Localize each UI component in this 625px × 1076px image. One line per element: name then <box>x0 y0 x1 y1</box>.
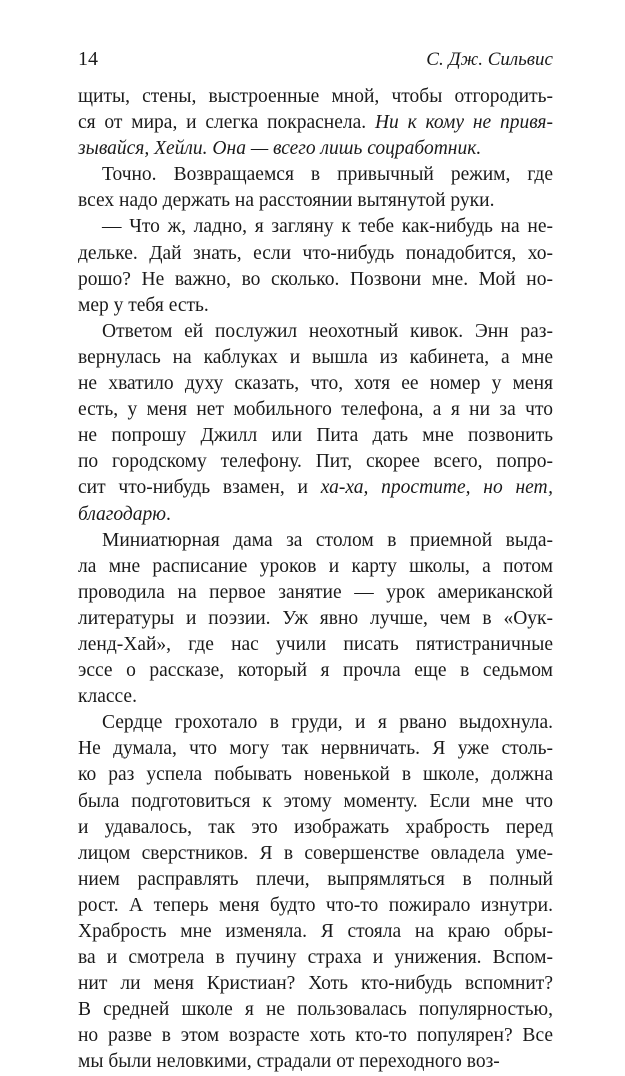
italic-text: зывайся, Хейли. Она — всего лишь соцработник. <box>78 138 482 160</box>
text-line <box>78 997 553 1023</box>
text-segment: не попрошу Джилл или Пита дать мне позвонить <box>78 425 553 447</box>
text-segment: Сердце грохотало в груди, и я рвано выдохнула. <box>102 712 553 734</box>
text-segment: Миниатюрная дама за столом в приемной выда- <box>102 529 553 551</box>
text-line <box>78 423 553 449</box>
text-segment: проводила на первое занятие — урок американской <box>78 581 553 603</box>
text-line <box>78 1023 553 1049</box>
text-segment: по городскому телефону. Пит, скорее всего, попро- <box>78 451 553 473</box>
text-line <box>78 241 553 267</box>
text-line <box>78 815 553 841</box>
page-header <box>78 48 553 78</box>
text-line <box>78 188 553 214</box>
text-segment: есть, у меня нет мобильного телефона, а я ни за что <box>78 399 553 421</box>
text-line <box>78 214 553 240</box>
text-line <box>78 919 553 945</box>
text-line <box>78 789 553 815</box>
text-line <box>78 554 553 580</box>
italic-text: Ни к кому не привя- <box>374 112 553 134</box>
text-segment: сит что-нибудь взамен, и <box>78 477 321 499</box>
text-segment: ко раз успела побывать новенькой в школе, должна <box>78 764 553 786</box>
text-line <box>78 893 553 919</box>
text-line <box>78 710 553 736</box>
italic-text: благодарю <box>78 503 167 525</box>
text-segment: В средней школе я не пользовалась популярностью, <box>78 999 553 1021</box>
text-line <box>78 971 553 997</box>
text-line <box>78 293 553 319</box>
text-segment: лицом сверстников. Я в совершенстве овладела уме- <box>78 842 553 864</box>
text-segment: вернулась на каблуках и вышла из кабинета, а мне <box>78 346 553 368</box>
text-line <box>78 110 553 136</box>
text-segment: всех надо держать на расстоянии вытянутой руки. <box>78 190 495 212</box>
text-segment: эссе о рассказе, который я прочла еще в седьмом <box>78 660 553 682</box>
text-line <box>78 736 553 762</box>
text-segment: рошо? Не важно, во сколько. Позвони мне. Мой но- <box>78 268 553 290</box>
text-segment: Точно. Возвращаемся в привычный режим, где <box>102 164 553 186</box>
text-line <box>78 1049 553 1075</box>
text-line <box>78 632 553 658</box>
page-number: 14 <box>78 48 98 70</box>
text-segment: ва и смотрела в пучину страха и унижения. Вспом- <box>78 947 553 969</box>
text-segment: но разве в этом возрасте хоть кто-то популярен? Все <box>78 1025 553 1047</box>
text-segment: щиты, стены, выстроенные мной, чтобы отгородить- <box>78 86 553 107</box>
text-segment: литературы и поэзии. Уж явно лучше, чем в «Оук- <box>78 607 553 629</box>
text-line <box>78 945 553 971</box>
text-segment: нием расправлять плечи, выпрямляться в полный <box>78 868 553 890</box>
book-page <box>78 48 553 1076</box>
text-line <box>78 449 553 475</box>
text-line <box>78 397 553 423</box>
text-segment: рост. А теперь меня будто что-то пожирало изнутри. <box>78 894 553 916</box>
text-segment: дельке. Дай знать, если что-нибудь понадобится, хо- <box>78 242 553 264</box>
text-segment: не хватило духу сказать, что, хотя ее номер у меня <box>78 373 553 395</box>
text-line <box>78 867 553 893</box>
text-line <box>78 267 553 293</box>
text-line <box>78 475 553 501</box>
text-segment: — Что ж, ладно, я загляну к тебе как-нибудь на не- <box>102 216 553 238</box>
text-segment: Ответом ей послужил неохотный кивок. Энн раз- <box>102 320 553 342</box>
text-segment: мер у тебя есть. <box>78 294 209 316</box>
text-segment: ленд-Хай», где нас учили писать пятистраничные <box>78 633 553 655</box>
text-line <box>78 162 553 188</box>
text-line <box>78 606 553 632</box>
text-segment: ла мне расписание уроков и карту школы, а потом <box>78 555 553 577</box>
text-segment: нит ли меня Кристиан? Хоть кто-нибудь вспомнит? <box>78 973 553 995</box>
body-text <box>78 84 553 1076</box>
text-line <box>78 841 553 867</box>
text-segment: классе. <box>78 686 137 708</box>
text-line <box>78 528 553 554</box>
text-line <box>78 371 553 397</box>
text-segment: Не думала, что могу так нервничать. Я уже столь- <box>78 738 553 760</box>
text-line <box>78 762 553 788</box>
running-title: С. Дж. Сильвис <box>426 49 553 70</box>
text-segment: была подготовиться к этому моменту. Если мне что <box>78 790 553 812</box>
italic-text: ха-ха, простите, но нет, <box>320 477 553 499</box>
text-line <box>78 658 553 684</box>
text-line <box>78 84 553 110</box>
text-line <box>78 136 553 162</box>
text-segment: Храбрость мне изменяла. Я стояла на краю обры- <box>78 921 553 942</box>
text-segment: . <box>166 503 171 525</box>
text-line <box>78 580 553 606</box>
text-line <box>78 319 553 345</box>
text-line <box>78 502 553 528</box>
text-segment: ся от мира, и слегка покраснела. <box>78 112 375 134</box>
text-line <box>78 345 553 371</box>
text-segment: мы были неловкими, страдали от переходного воз- <box>78 1051 500 1073</box>
text-line <box>78 684 553 710</box>
text-segment: и удавалось, так это изображать храбрость перед <box>78 816 553 838</box>
